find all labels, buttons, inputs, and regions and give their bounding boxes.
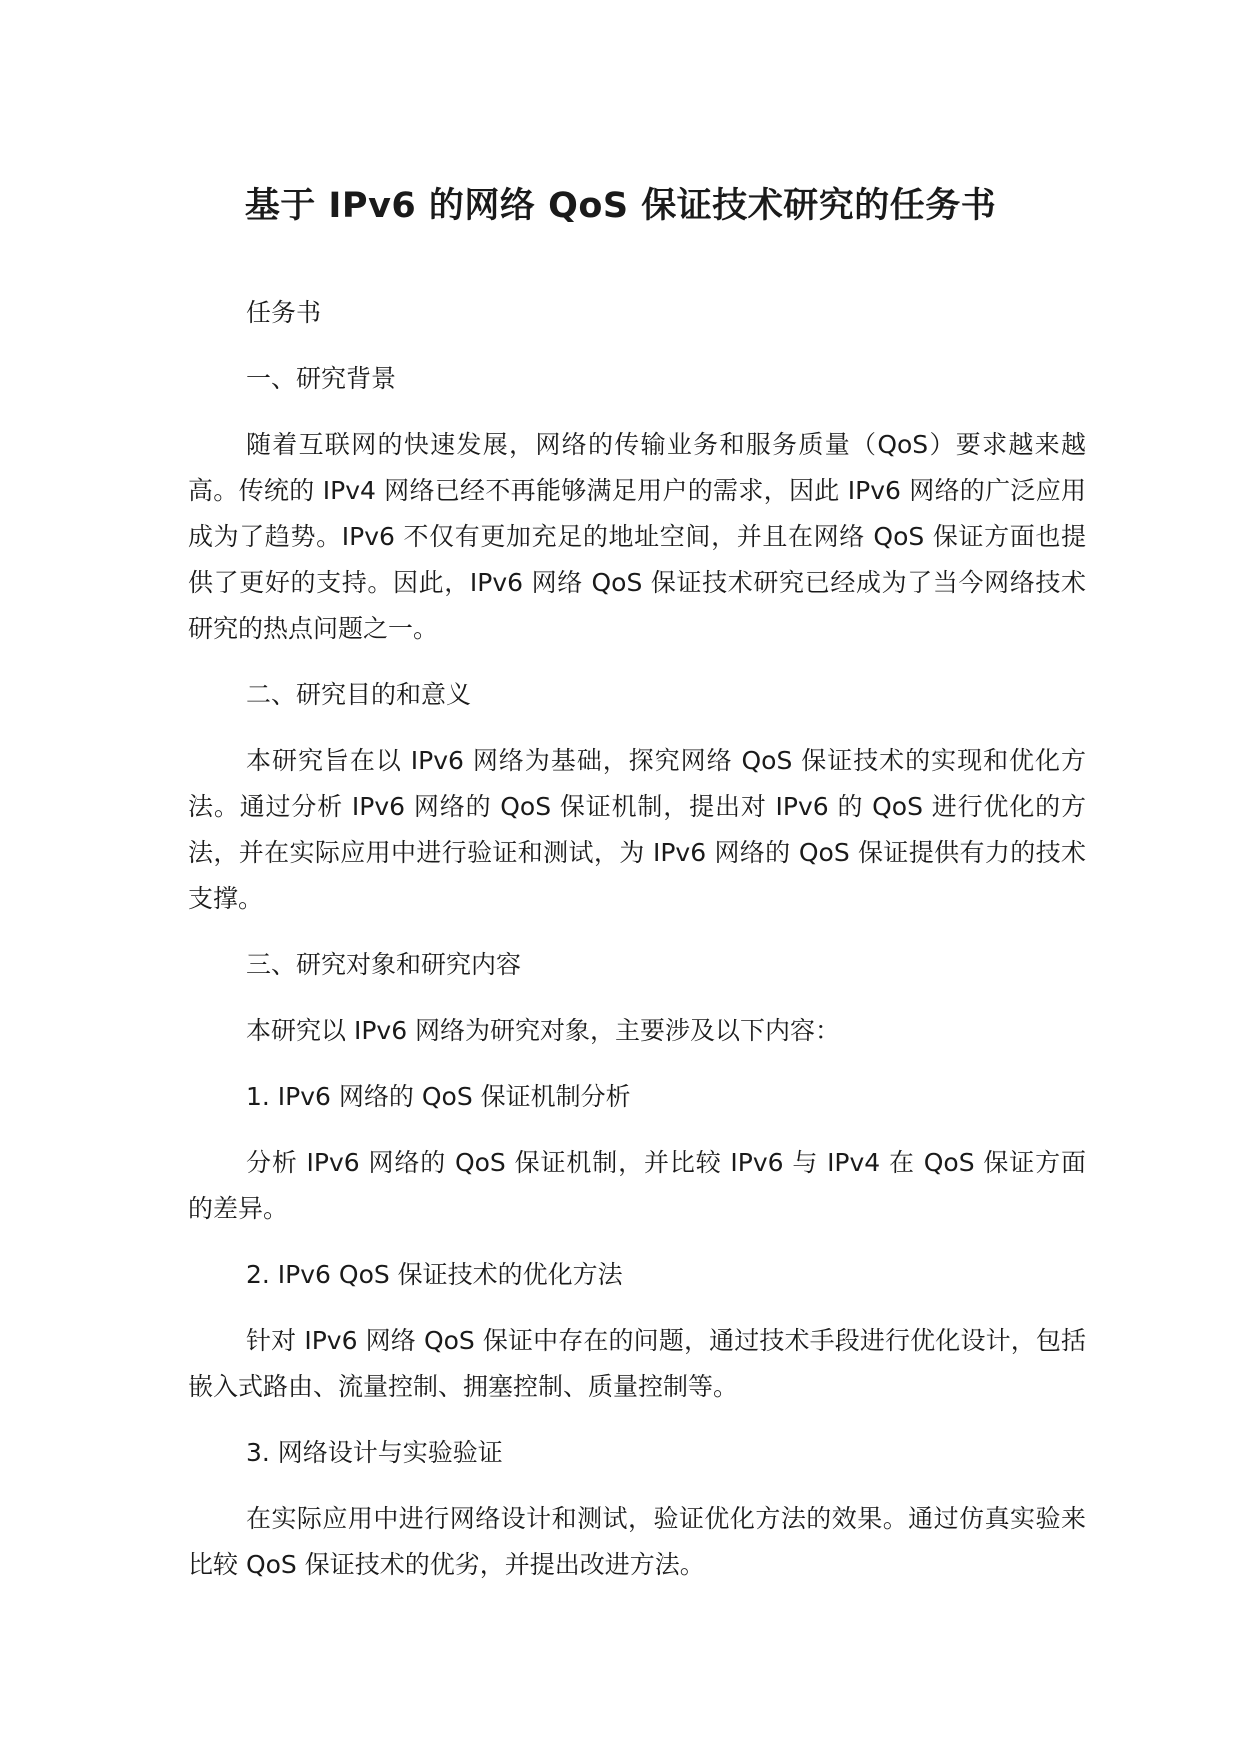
subheading-1: 1. IPv6 网络的 QoS 保证机制分析 bbox=[246, 1082, 631, 1111]
paragraph-content-intro: 本研究以 IPv6 网络为研究对象，主要涉及以下内容： bbox=[246, 1016, 841, 1045]
section-heading-content: 三、研究对象和研究内容 bbox=[246, 950, 522, 979]
section-heading-purpose: 二、研究目的和意义 bbox=[246, 680, 472, 709]
document-title: 基于 IPv6 的网络 QoS 保证技术研究的任务书 bbox=[244, 186, 997, 226]
paragraph-subsection-3: 在实际应用中进行网络设计和测试，验证优化方法的效果。通过仿真实验来比较 QoS 保证技术的优劣，并提出改进方法。 bbox=[188, 1504, 1086, 1579]
paragraph-subsection-2: 针对 IPv6 网络 QoS 保证中存在的问题，通过技术手段进行优化设计，包括嵌入式路由、流量控制、拥塞控制、质量控制等。 bbox=[188, 1326, 1086, 1401]
document-body bbox=[188, 290, 1086, 1608]
paragraph-subsection-1: 分析 IPv6 网络的 QoS 保证机制，并比较 IPv6 与 IPv4 在 QoS 保证方面的差异。 bbox=[188, 1148, 1086, 1223]
paragraph-purpose: 本研究旨在以 IPv6 网络为基础，探究网络 QoS 保证技术的实现和优化方法。通过分析 IPv6 网络的 QoS 保证机制，提出对 IPv6 的 QoS 进行优化的方法，并在实际应用中进行验证和测试，为 IPv6 网络的 QoS 保证提供有力的技术支撑。 bbox=[188, 746, 1086, 913]
subheading-2: 2. IPv6 QoS 保证技术的优化方法 bbox=[246, 1260, 623, 1289]
subheading-3: 3. 网络设计与实验验证 bbox=[246, 1438, 503, 1467]
section-label-task-book: 任务书 bbox=[246, 298, 322, 327]
paragraph-background: 随着互联网的快速发展，网络的传输业务和服务质量（QoS）要求越来越高。传统的 IPv4 网络已经不再能够满足用户的需求，因此 IPv6 网络的广泛应用成为了趋势。IPv6 不仅有更加充足的地址空间，并且在网络 QoS 保证方面也提供了更好的支持。因此，IPv6 网络 QoS 保证技术研究已经成为了当今网络技术研究的热点问题之一。 bbox=[188, 430, 1086, 643]
section-heading-background: 一、研究背景 bbox=[246, 364, 397, 393]
